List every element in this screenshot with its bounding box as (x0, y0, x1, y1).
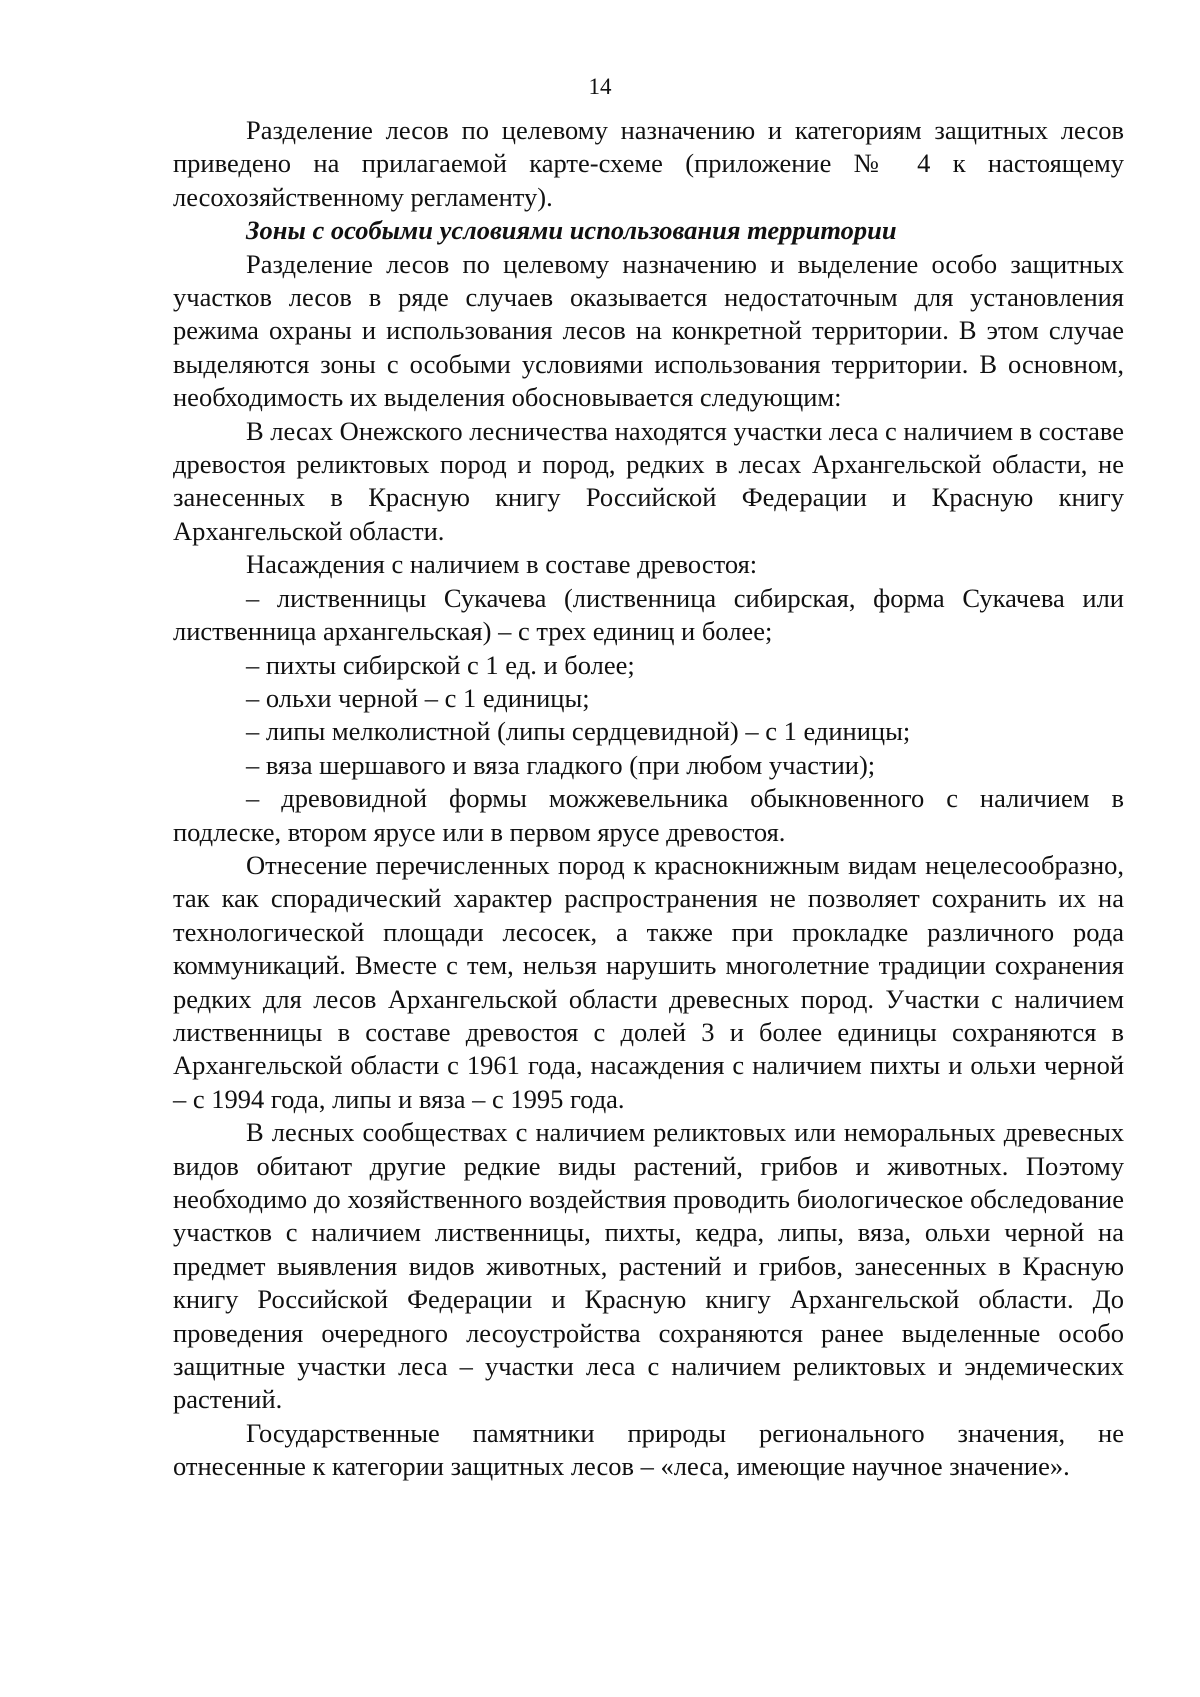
list-item: – лиственницы Сукачева (лиственница сибирская, форма Сукачева или лиственница архангельская) – с трех единиц и более; (173, 582, 1124, 647)
paragraph-zones-intro: Разделение лесов по целевому назначению и выделение особо защитных участков лесов в ряде случаев оказывается недостаточным для установления режима охраны и использования лесов на конкретной территории. В этом случае выделяются зоны с особыми условиями использования территории. В основном, необходимость их выделения обосновывается следующим: (173, 248, 1124, 413)
list-item: – вяза шершавого и вяза гладкого (при любом участии); (246, 749, 876, 780)
paragraph-map-reference: Разделение лесов по целевому назначению и категориям защитных лесов приведено на прилагаемой карте-схеме (приложение № 4 к настоящему лесохозяйственному регламенту). (173, 115, 1124, 212)
list-item: – пихты сибирской с 1 ед. и более; (246, 649, 635, 680)
list-item: – липы мелколистной (липы сердцевидной) – с 1 единицы; (246, 716, 911, 747)
list-item: – ольхи черной – с 1 единицы; (246, 682, 590, 713)
paragraph-stands-list-intro: Насаждения с наличием в составе древостоя: (246, 549, 758, 580)
section-heading: Зоны с особыми условиями использования территории (246, 215, 897, 246)
paragraph-red-book-rationale: Отнесение перечисленных пород к краснокнижным видам нецелесообразно, так как спорадический характер распространения не позволяет сохранить их на технологической площади лесосек, а также при прокладке различного рода коммуникаций. Вместе с тем, нельзя нарушить многолетние традиции сохранения редких для лесов Архангельской области древесных пород. Участки с наличием лиственницы в составе древостоя с долей 3 и более единицы сохраняются в Архангельской области с 1961 года, насаждения с наличием пихты и ольхи черной – с 1994 года, липы и вяза – с 1995 года. (173, 849, 1124, 1114)
paragraph-biological-survey: В лесных сообществах с наличием реликтовых или неморальных древесных видов обитают другие редкие виды растений, грибов и животных. Поэтому необходимо до хозяйственного воздействия проводить биологическое обследование участков с наличием лиственницы, пихты, кедра, липы, вяза, ольхи черной на предмет выявления видов животных, растений и грибов, занесенных в Красную книгу Российской Федерации и Красную книгу Архангельской области. До проведения очередного лесоустройства сохраняются ранее выделенные особо защитные участки леса – участки леса с наличием реликтовых и эндемических растений. (173, 1117, 1124, 1415)
list-item: – древовидной формы можжевельника обыкновенного с наличием в подлеске, втором ярусе или в первом ярусе древостоя. (173, 783, 1124, 847)
paragraph-onega-forests: В лесах Онежского лесничества находятся участки леса с наличием в составе древостоя реликтовых пород и пород, редких в лесах Архангельской области, не занесенных в Красную книгу Российской Федерации и Красную книгу Архангельской области. (173, 415, 1124, 546)
paragraph-natural-monuments: Государственные памятники природы регионального значения, не отнесенные к категории защитных лесов – «леса, имеющие научное значение». (173, 1417, 1124, 1482)
document-body (173, 114, 1124, 1484)
page-number: 14 (588, 74, 612, 99)
